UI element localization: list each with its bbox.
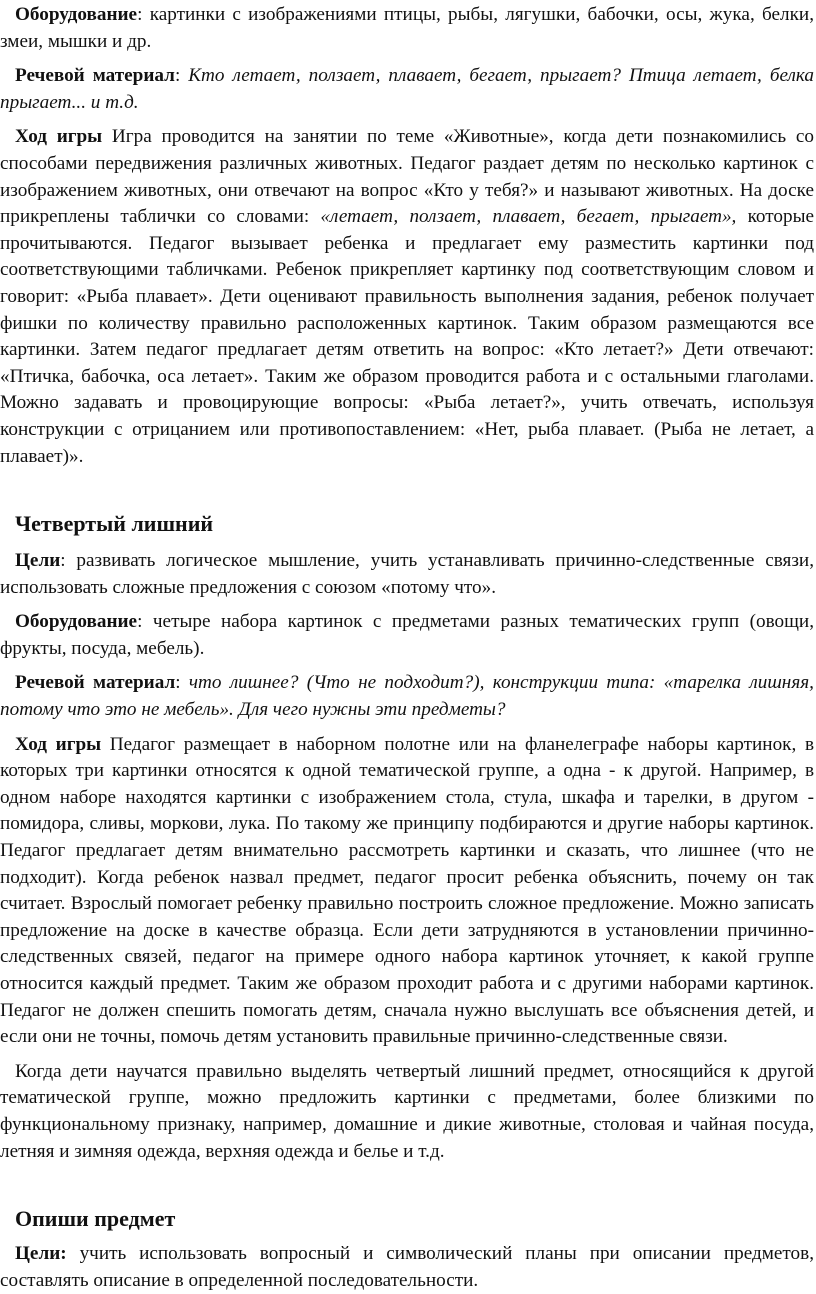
section-heading-describe-object: Опиши предмет — [15, 1206, 176, 1232]
goals-label-3: Цели: — [15, 1243, 67, 1265]
extra-paragraph: Когда дети научатся правильно выделять четвертый лишний предмет, относящийся к другой тематической группе, можно предложить картинки с предметами, более близкими по функциональному признаку, например, домашние и дикие животные, столовая и чайная посуда, летняя и зимняя одежда, верхняя одежда и белье и т.д. — [0, 1060, 814, 1162]
goals-text: развивать логическое мышление, учить устанавливать причинно-следственные связи, использовать сложные предложения с союзом «потому что». — [0, 550, 814, 598]
equipment-paragraph — [0, 0, 814, 55]
speech-material-colon: : — [174, 65, 189, 87]
goals-label: Цели — [15, 550, 61, 572]
speech-material-colon-2: : — [175, 672, 189, 694]
game-course-paragraph-2 — [0, 732, 814, 1051]
equipment-text-2: четыре набора картинок с предметами разных тематических групп (овощи, фрукты, посуда, мебель). — [0, 611, 814, 659]
goals-colon: : — [60, 550, 66, 572]
game-course-label-2: Ход игры — [15, 733, 102, 755]
game-course-text-part2: которые прочитываются. Педагог вызывает ребенка и предлагает ему разместить картинки под соответствующими табличками. Ребенок прикрепляет картинку под соответствующим словом и говорит: «Рыба плавает». Дети оценивают правильность выполнения задания, ребенок получает фишки по количеству правильно расположенных картинок. Таким образом размещаются все картинки. Затем педагог предлагает детям ответить на вопрос: «Кто летает?» Дети отвечают: «Птичка, бабочка, оса летает». Таким же образом проводится работа и с остальными глаголами. Можно задавать и провоцирующие вопросы: «Рыба летает?», учить отвечать, используя конструкции с отрицанием или противопоставлением: «Нет, рыба плавает. (Рыба не летает, а плавает)». — [0, 206, 815, 467]
game-course-paragraph — [0, 124, 814, 470]
speech-material-paragraph — [0, 63, 814, 116]
equipment-text: картинки с изображениями птицы, рыбы, лягушки, бабочки, осы, жука, белки, змеи, мышки и др. — [0, 4, 814, 52]
speech-material-text: Кто летает, ползает, плавает, бегает, прыгает? Птица летает, белка прыгает... и т.д. — [0, 65, 814, 113]
speech-material-paragraph-2 — [0, 670, 814, 723]
game-course-label: Ход игры — [15, 126, 103, 148]
goals-paragraph — [0, 548, 814, 601]
equipment-colon: : — [137, 4, 143, 25]
speech-material-label: Речевой материал — [15, 65, 175, 87]
speech-material-label-2: Речевой материал — [15, 672, 176, 694]
goals-paragraph-3 — [0, 1241, 814, 1294]
game-course-text-part1: Игра проводится на занятии по теме «Животные», когда дети познакомились со способами передвижения различных животных. Педагог раздает детям по несколько картинок с изображением животных, они отвечают на вопрос «Кто у тебя?» и называют животных. На доске прикреплены таблички со словами: — [0, 126, 814, 228]
goals-text-3: учить использовать вопросный и символический планы при описании предметов, составлять описание в определенной последовательности. — [0, 1243, 814, 1291]
equipment-label: Оборудование — [15, 4, 138, 25]
game-course-italic: «летает, ползает, плавает, бегает, прыгает», — [320, 206, 737, 228]
speech-material-text-2: что лишнее? (Что не подходит?), конструкции типа: «тарелка лишняя, потому что это не мебель». Для чего нужны эти предметы? — [0, 672, 814, 721]
equipment-paragraph-2 — [0, 609, 814, 662]
equipment-label-2: Оборудование — [15, 611, 138, 633]
game-course-text-2: Педагог размещает в наборном полотне или на фланелеграфе наборы картинок, в которых три картинки относятся к одной тематической группе, а одна - к другой. Например, в одном наборе находятся картинки с изображением стола, стула, шкафа и тарелки, в другом - помидора, сливы, моркови, лука. По такому же принципу подбираются и другие наборы картинок. Педагог предлагает детям внимательно рассмотреть картинки и сказать, что лишнее (что не подходит). Когда ребенок назвал предмет, педагог просит ребенка объяснить, почему он так считает. Взрослый помогает ребенку правильно построить сложное предложение. Можно записать предложение на доске в качестве образца. Если дети затрудняются в установлении причинно-следственных связей, педагог на примере одного набора картинок уточняет, к какой группе относится каждый предмет. Таким же образом проходит работа и с другими наборами картинок. Педагог не должен спешить помогать детям, сначала нужно выслушать все объяснения детей, и если они не точны, помочь детям установить правильные причинно-следственные связи. — [0, 733, 815, 1048]
equipment-colon-2: : — [137, 611, 143, 633]
section-heading-fourth-odd: Четвертый лишний — [15, 511, 214, 537]
